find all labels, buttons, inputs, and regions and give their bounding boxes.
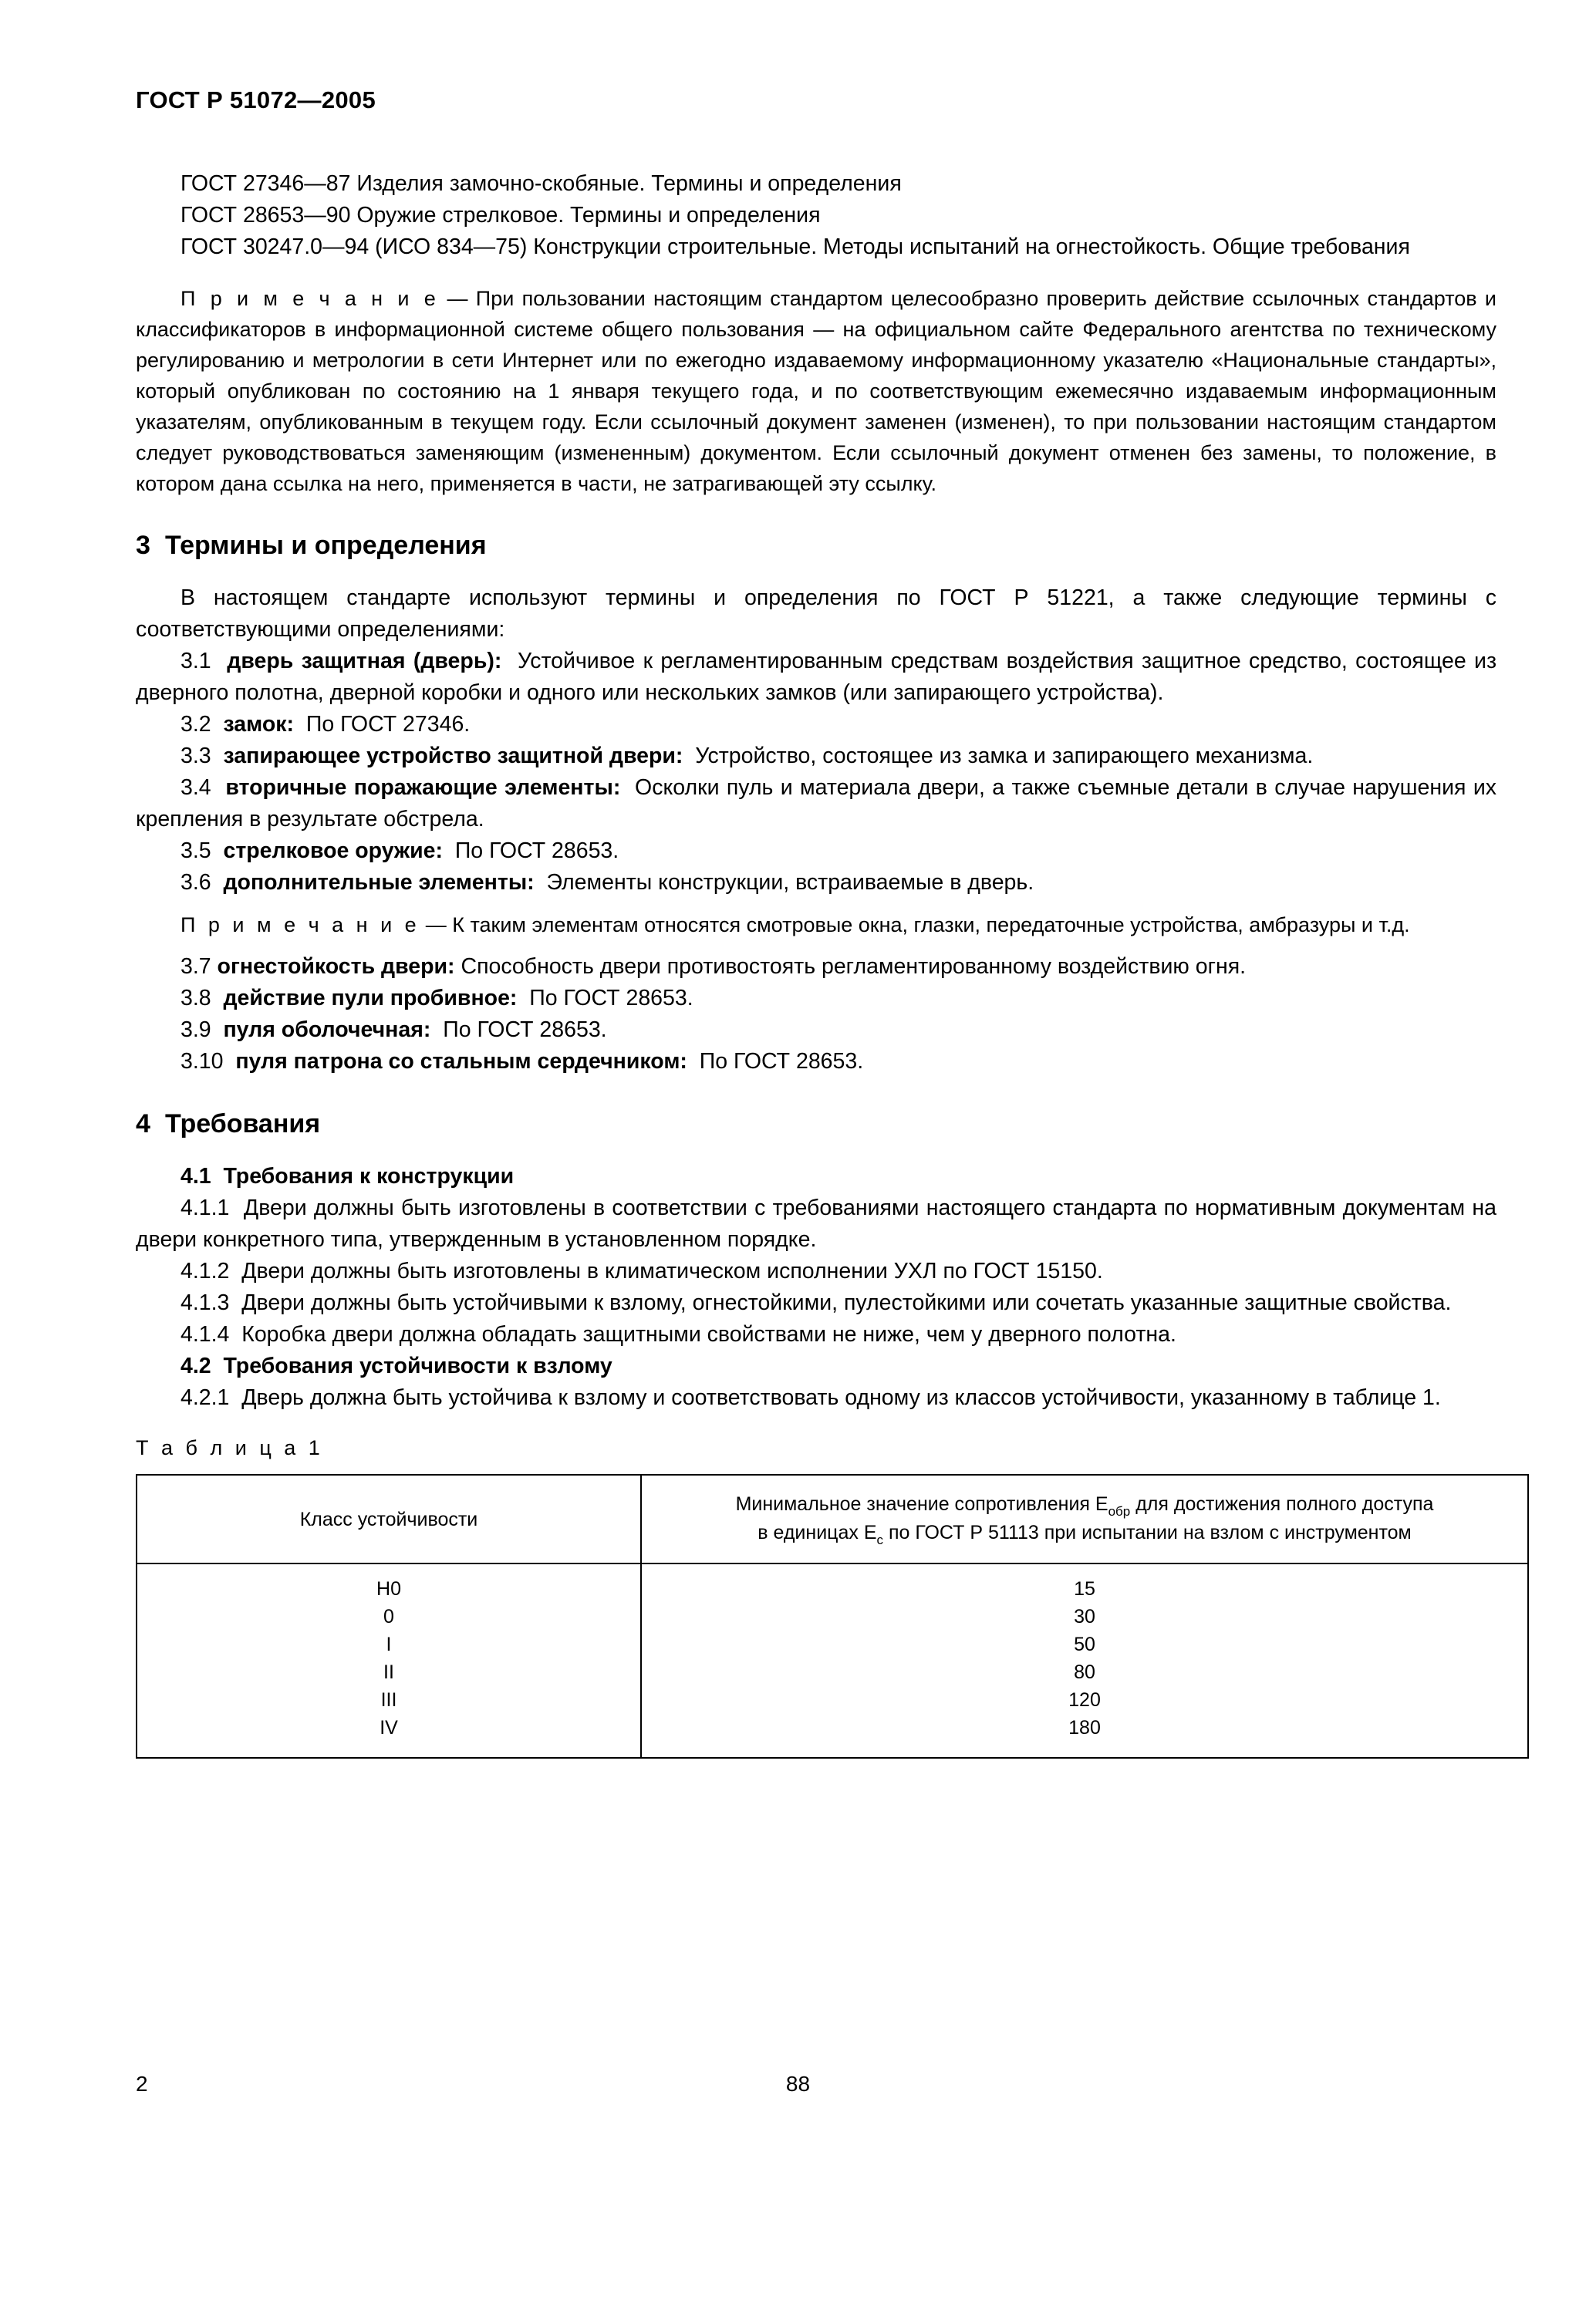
clause-4-1-1: 4.1.1 Двери должны быть изготовлены в соответствии с требованиями настоящего стандарта по нормативным документам на двери конкретного типа, утвержденным в установленном порядке. [136, 1196, 1496, 1252]
term-3-6: 3.6 дополнительные элементы: Элементы конструкции, встраиваемые в дверь. [181, 870, 1034, 895]
subsection-4-1-title: Требования к конструкции [223, 1164, 515, 1189]
cell-class: I [137, 1631, 641, 1658]
cell-value: 120 [641, 1686, 1528, 1714]
page-title: ГОСТ Р 51072—2005 [136, 86, 376, 113]
note-reference-standards: П р и м е ч а н и е — При пользовании настоящим стандартом целесообразно проверить действие ссылочных стандартов и классификаторов в информационной системе общего пользования — на официальном сайте Федерального агентства по техническому регулированию и метрологии в сети Интернет или по ежегодно издаваемому информационному указателю «Национальные стандарты», который опубликован по состоянию на 1 января текущего года, и по соответствующим ежемесячно издаваемым информационным указателям, опубликованным в текущем году. Если ссылочный документ заменен (изменен), то при пользовании настоящим стандартом следует руководствоваться заменяющим (измененным) документом. Если ссылочный документ отменен без замены, то положение, в котором дана ссылка на него, применяется в части, не затрагивающей эту ссылку. [136, 287, 1496, 495]
cell-value: 15 [641, 1563, 1528, 1603]
section-4-number: 4 [136, 1109, 150, 1138]
subsection-heading-4-1: 4.1 Требования к конструкции [181, 1164, 515, 1189]
table-col-header-resistance: Минимальное значение сопротивления $E_{обр}$ для достижения полного доступа в единицах $E_с$ по ГОСТ Р 51113 при испытании на взлом с инструментом [641, 1475, 1528, 1563]
table-row [137, 1686, 1528, 1714]
note-2-label: П р и м е ч а н и е [181, 913, 420, 936]
section-4-title: Требования [165, 1109, 321, 1138]
term-3-4-label: вторичные поражающие элементы: [225, 775, 621, 800]
term-3-8: 3.8 действие пули пробивное: По ГОСТ 28653. [181, 986, 693, 1010]
note-additional-elements: П р и м е ч а н и е — К таким элементам относятся смотровые окна, глазки, передаточные устройства, амбразуры и т.д. [181, 913, 1410, 936]
reference-line-1: ГОСТ 27346—87 Изделия замочно-скобяные. Термины и определения [181, 171, 902, 196]
clause-4-1-2: 4.1.2 Двери должны быть изготовлены в климатическом исполнении УХЛ по ГОСТ 15150. [181, 1259, 1103, 1283]
table-col-header-class: Класс устойчивости [137, 1475, 641, 1563]
page-number: 2 [136, 2072, 148, 2096]
term-3-2: 3.2 замок: По ГОСТ 27346. [181, 712, 471, 737]
cell-class: Н0 [137, 1563, 641, 1603]
table-1-resistance-classes [136, 1474, 1529, 1759]
cell-class: 0 [137, 1603, 641, 1631]
term-3-9: 3.9 пуля оболочечная: По ГОСТ 28653. [181, 1017, 607, 1042]
subsection-heading-4-2: 4.2 Требования устойчивости к взлому [181, 1354, 612, 1378]
table-row [137, 1631, 1528, 1658]
table-row [137, 1658, 1528, 1686]
term-3-3-label: запирающее устройство защитной двери: [223, 744, 683, 768]
term-3-1: 3.1 дверь защитная (дверь): Устойчивое к регламентированным средствам воздействия защитное средство, состоящее из дверного полотна, дверной коробки и одного или нескольких замков (или запирающего устройства). [136, 649, 1497, 705]
subsection-4-2-title: Требования устойчивости к взлому [223, 1354, 612, 1378]
reference-line-2: ГОСТ 28653—90 Оружие стрелковое. Термины и определения [181, 203, 821, 228]
term-3-10: 3.10 пуля патрона со стальным сердечником: По ГОСТ 28653. [181, 1049, 864, 1074]
term-3-6-label: дополнительные элементы: [223, 870, 535, 895]
term-3-3: 3.3 запирающее устройство защитной двери: Устройство, состоящее из замка и запирающего механизма. [181, 744, 1314, 768]
cell-value: 30 [641, 1603, 1528, 1631]
table-1-caption: Т а б л и ц а 1 [136, 1436, 324, 1459]
term-3-1-label: дверь защитная (дверь): [227, 649, 502, 673]
cell-value: 180 [641, 1714, 1528, 1758]
document-body [136, 168, 1496, 1759]
term-3-8-label: действие пули пробивное: [223, 986, 518, 1010]
table-row [137, 1714, 1528, 1758]
subscript-s: с [876, 1532, 884, 1547]
section-3-intro: В настоящем стандарте используют термины и определения по ГОСТ Р 51221, а также следующие термины с соответствующими определениями: [136, 585, 1496, 642]
cell-class: IV [137, 1714, 641, 1758]
table-row [137, 1563, 1528, 1603]
collection-number: 88 [785, 2072, 811, 2096]
term-3-7-label: огнестойкость двери: [217, 954, 455, 979]
term-3-5: 3.5 стрелковое оружие: По ГОСТ 28653. [181, 838, 619, 863]
clause-4-1-4: 4.1.4 Коробка двери должна обладать защитными свойствами не ниже, чем у дверного полотна. [181, 1322, 1176, 1347]
term-3-5-label: стрелковое оружие: [223, 838, 443, 863]
term-3-9-label: пуля оболочечная: [223, 1017, 431, 1042]
cell-value: 80 [641, 1658, 1528, 1686]
section-3-number: 3 [136, 531, 150, 560]
clause-4-1-3: 4.1.3 Двери должны быть устойчивыми к взлому, огнестойкими, пулестойкими или сочетать указанные защитные свойства. [181, 1290, 1452, 1315]
table-header-row [137, 1475, 1528, 1563]
cell-class: II [137, 1658, 641, 1686]
cell-class: III [137, 1686, 641, 1714]
section-3-title: Термины и определения [165, 531, 487, 560]
section-heading-4 [136, 1107, 1496, 1141]
term-3-2-label: замок: [223, 712, 294, 737]
table-row [137, 1603, 1528, 1631]
reference-line-3: ГОСТ 30247.0—94 (ИСО 834—75) Конструкции строительные. Методы испытаний на огнестойкость. Общие требования [181, 234, 1410, 259]
term-3-7: 3.7 огнестойкость двери: Способность двери противостоять регламентированному воздействию огня. [181, 954, 1247, 979]
term-3-4: 3.4 вторичные поражающие элементы: Осколки пуль и материала двери, а также съемные детали в случае нарушения их крепления в результате обстрела. [136, 775, 1497, 831]
clause-4-2-1: 4.2.1 Дверь должна быть устойчива к взлому и соответствовать одному из классов устойчивости, указанному в таблице 1. [181, 1385, 1441, 1410]
note-label: П р и м е ч а н и е [181, 287, 440, 310]
term-3-10-label: пуля патрона со стальным сердечником: [235, 1049, 687, 1074]
section-heading-3 [136, 528, 1496, 562]
subscript-obr: обр [1108, 1503, 1131, 1519]
cell-value: 50 [641, 1631, 1528, 1658]
